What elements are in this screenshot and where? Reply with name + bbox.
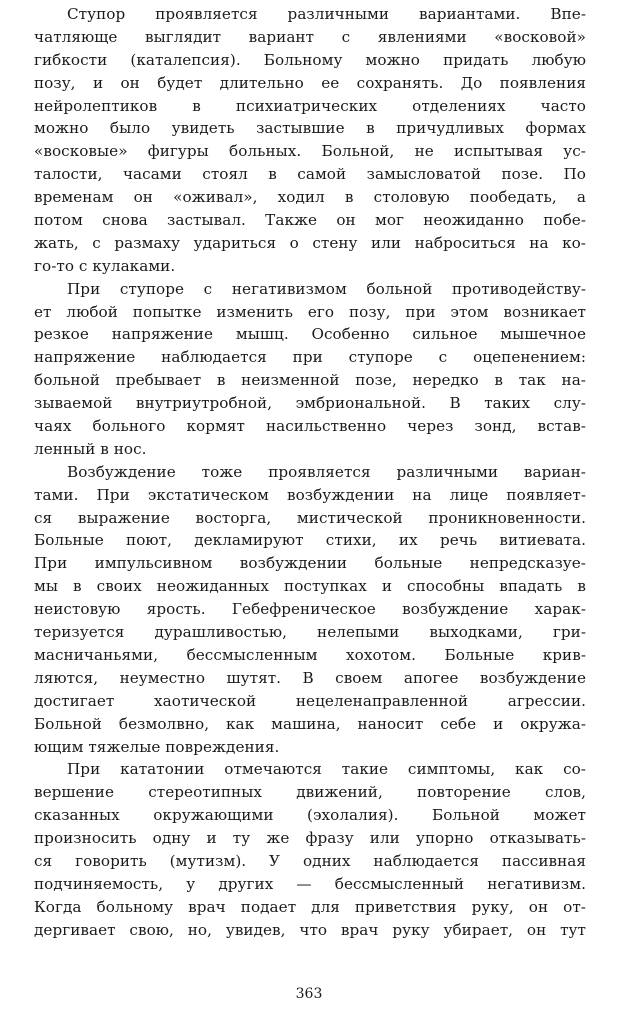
text-line: Больной безмолвно, как машина, наносит себе и окружа- xyxy=(34,714,586,733)
page-body xyxy=(34,3,586,942)
text-line: напряжение наблюдается при ступоре с оцепенением: xyxy=(34,348,586,367)
text-line: можно было увидеть застывшие в причудливых формах xyxy=(34,119,586,138)
text-line: При кататонии отмечаются такие симптомы, как со- xyxy=(67,760,586,779)
text-line: мы в своих неожиданных поступках и способны впадать в xyxy=(34,577,586,596)
text-line: ленный в нос. xyxy=(34,439,147,458)
text-line: достигает хаотической нецеленаправленной агрессии. xyxy=(34,691,586,710)
paragraph xyxy=(34,278,586,461)
text-line: При ступоре с негативизмом больной противодейству- xyxy=(67,279,586,298)
text-line: талости, часами стоял в самой замысловатой позе. По xyxy=(34,165,586,184)
text-line: дергивает свою, но, увидев, что врач руку убирает, он тут xyxy=(34,920,586,939)
text-line: сказанных окружающими (эхолалия). Больной может xyxy=(34,806,586,825)
text-line: неистовую ярость. Гебефреническое возбуждение харак- xyxy=(34,600,586,619)
text-line: тами. При экстатическом возбуждении на лице появляет- xyxy=(34,485,586,504)
text-line: гибкости (каталепсия). Больному можно придать любую xyxy=(34,50,586,69)
text-line: зываемой внутриутробной, эмбриональной. В таких слу- xyxy=(34,394,586,413)
text-line: «восковые» фигуры больных. Больной, не испытывая ус- xyxy=(34,142,586,161)
text-line: потом снова застывал. Также он мог неожиданно побе- xyxy=(34,211,586,230)
text-line: теризуется дурашливостью, нелепыми выходками, гри- xyxy=(34,623,586,642)
text-line: ющим тяжелые повреждения. xyxy=(34,737,280,756)
text-line: масничаньями, бессмысленным хохотом. Больные крив- xyxy=(34,645,586,664)
text-line: Больные поют, декламируют стихи, их речь витиевата. xyxy=(34,531,586,550)
text-line: подчиняемость, у других — бессмысленный негативизм. xyxy=(34,874,586,893)
text-line: жать, с размаху удариться о стену или наброситься на ко- xyxy=(34,233,586,252)
text-line: Возбуждение тоже проявляется различными вариан- xyxy=(67,462,586,481)
text-line: позу, и он будет длительно ее сохранять. До появления xyxy=(34,73,586,92)
text-line: При импульсивном возбуждении больные непредсказуе- xyxy=(34,554,586,573)
paragraph xyxy=(34,3,586,278)
text-line: вершение стереотипных движений, повторение слов, xyxy=(34,783,586,802)
text-line: го-то с кулаками. xyxy=(34,256,176,275)
text-line: резкое напряжение мышц. Особенно сильное мышечное xyxy=(34,325,586,344)
text-line: ет любой попытке изменить его позу, при этом возникает xyxy=(34,302,586,321)
text-line: ляются, неуместно шутят. В своем апогее возбуждение xyxy=(34,668,586,687)
text-line: Когда больному врач подает для приветствия руку, он от- xyxy=(34,897,586,916)
text-line: произносить одну и ту же фразу или упорно отказывать- xyxy=(34,829,586,848)
text-line: больной пребывает в неизменной позе, нередко в так на- xyxy=(34,371,586,390)
text-line: временам он «оживал», ходил в столовую пообедать, а xyxy=(34,188,586,207)
page-number: 363 xyxy=(295,986,323,1002)
paragraph xyxy=(34,461,586,759)
text-line: чаях больного кормят насильственно через зонд, встав- xyxy=(34,417,586,436)
text-line: ся выражение восторга, мистической проникновенности. xyxy=(34,508,586,527)
text-line: ся говорить (мутизм). У одних наблюдается пассивная xyxy=(34,851,586,870)
text-line: чатляюще выглядит вариант с явлениями «восковой» xyxy=(34,27,586,46)
text-line: Ступор проявляется различными вариантами. Впе- xyxy=(67,5,586,23)
text-line: нейролептиков в психиатрических отделениях часто xyxy=(34,96,586,115)
paragraph xyxy=(34,758,586,941)
